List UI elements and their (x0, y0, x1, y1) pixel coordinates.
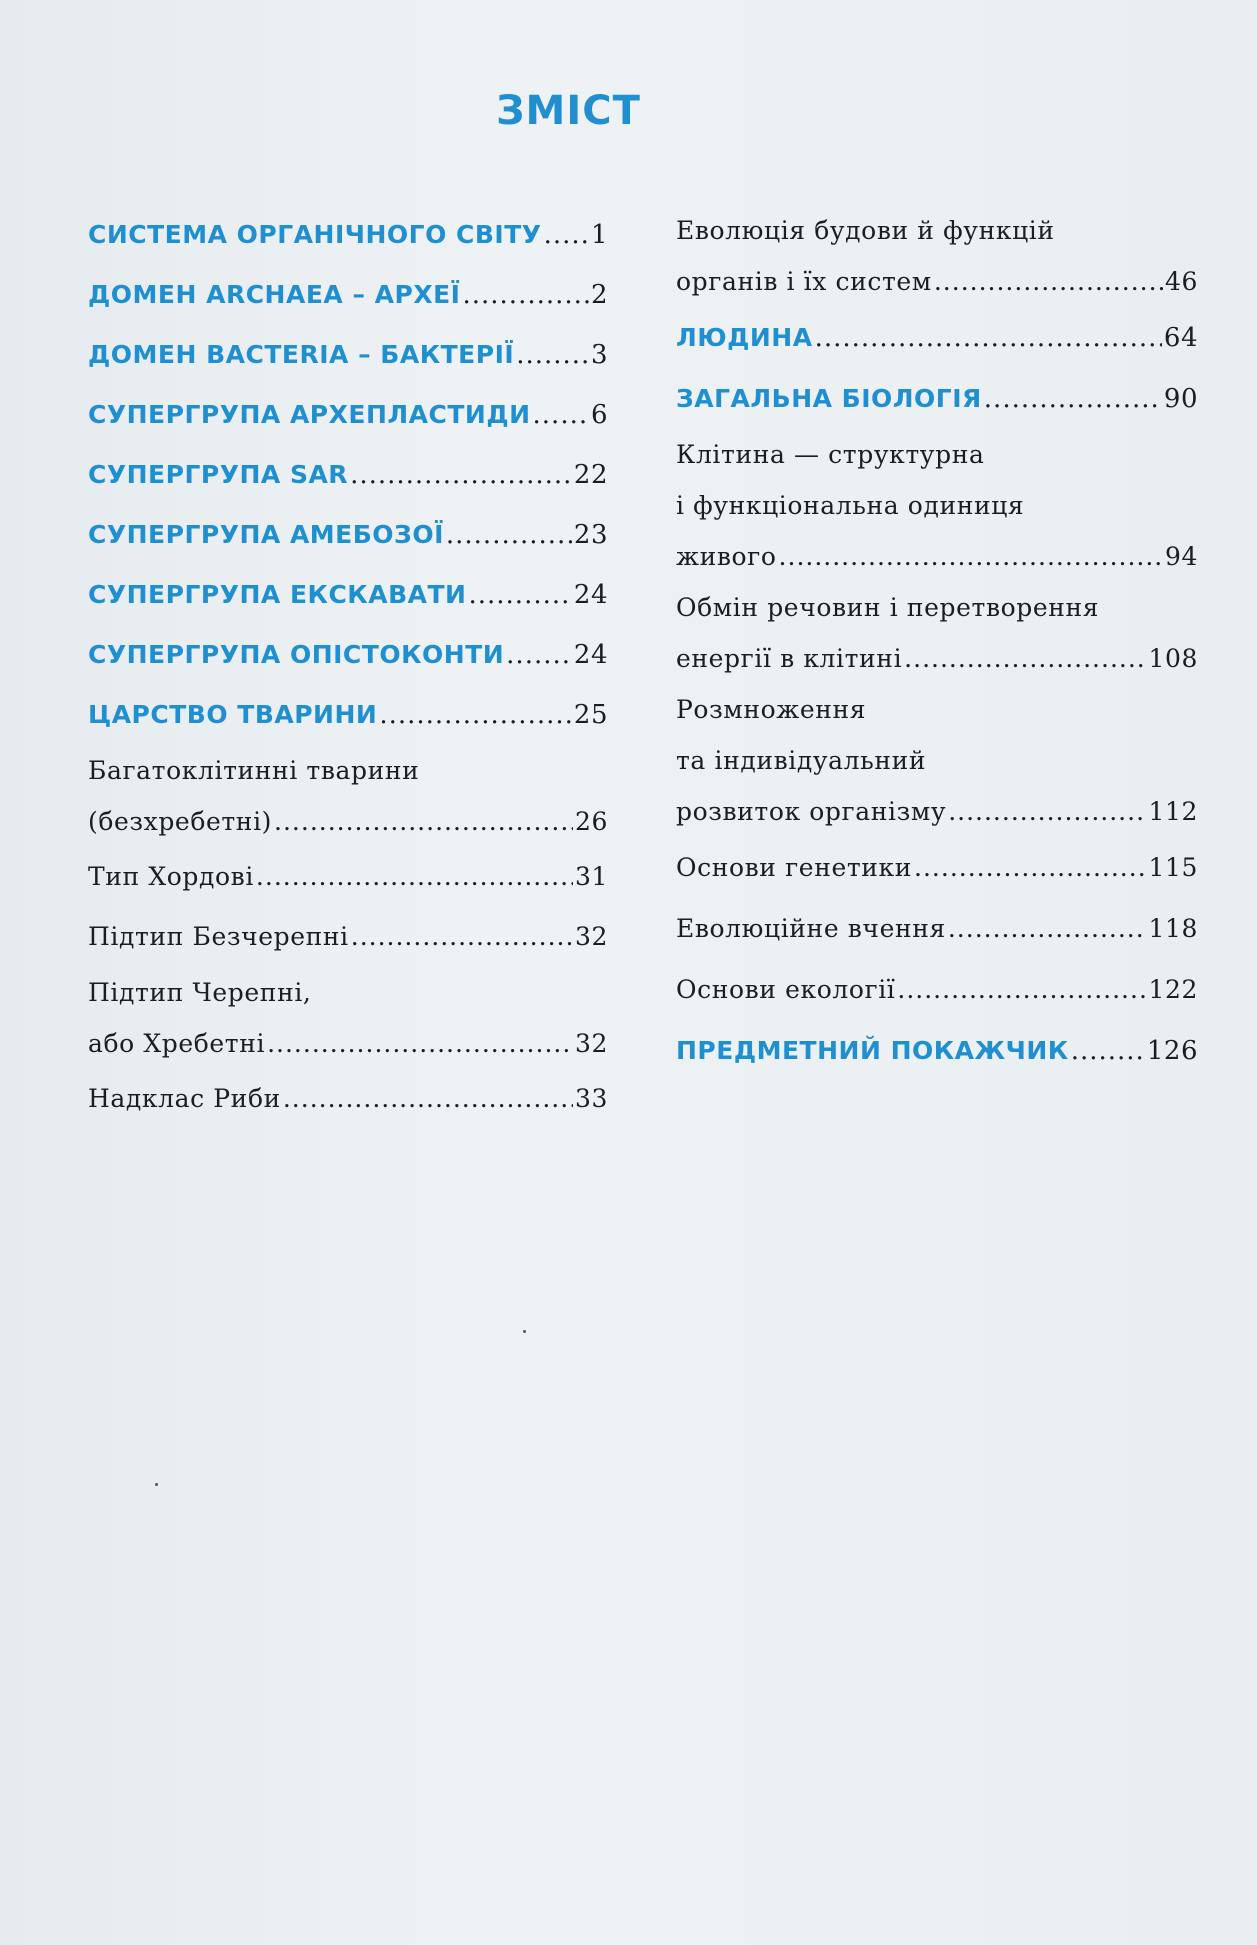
toc-page-number: 22 (573, 460, 608, 490)
toc-entry (88, 967, 608, 1069)
dot-leader (256, 847, 573, 907)
toc-line (676, 1020, 1198, 1081)
dot-leader (948, 786, 1146, 837)
toc-line (676, 633, 1198, 684)
toc-entry (676, 684, 1198, 837)
toc-entry-label: (безхребетні) (88, 807, 273, 836)
toc-line (88, 1018, 608, 1069)
toc-entry-label: СУПЕРГРУПА АРХЕПЛАСТИДИ (88, 400, 531, 429)
toc-line (676, 837, 1198, 898)
toc-section-heading (88, 505, 608, 565)
toc-line (676, 256, 1198, 307)
toc-line (676, 684, 1198, 735)
toc-page-number: 24 (573, 640, 608, 670)
dot-leader (516, 325, 589, 385)
toc-entry-label: Підтип Безчерепні (88, 922, 349, 951)
dot-leader (948, 898, 1147, 959)
toc-entry-label: Підтип Черепні, (88, 978, 312, 1007)
print-speck (523, 1330, 526, 1333)
toc-line (88, 907, 608, 967)
toc-section-heading (676, 307, 1198, 368)
dot-leader (462, 265, 588, 325)
toc-entry-label: Основи генетики (676, 853, 913, 882)
toc-entry-label: ЛЮДИНА (676, 323, 813, 352)
toc-line (88, 1069, 608, 1129)
toc-page-number: 32 (574, 922, 608, 951)
toc-page-number: 3 (590, 340, 608, 370)
toc-entry-label: СУПЕРГРУПА ЕКСКАВАТИ (88, 580, 467, 609)
toc-entry-label: розвиток організму (676, 797, 947, 826)
toc-line (676, 480, 1198, 531)
toc-line (88, 565, 608, 625)
toc-page-number: 24 (573, 580, 608, 610)
dot-leader (446, 505, 572, 565)
toc-section-heading (676, 1020, 1198, 1081)
toc-entry-label: Клітина — структурна (676, 440, 985, 469)
dot-leader (1071, 1021, 1145, 1081)
dot-leader (468, 565, 571, 625)
toc-entry-label: енергії в клітині (676, 644, 903, 673)
toc-page-number: 26 (574, 807, 608, 836)
dot-leader (934, 256, 1163, 307)
toc-page-number: 23 (573, 520, 608, 550)
toc-page-number: 1 (590, 220, 608, 250)
toc-entry-label: ЗАГАЛЬНА БІОЛОГІЯ (676, 384, 982, 413)
toc-line (88, 745, 608, 796)
toc-line (88, 847, 608, 907)
toc-page-number: 94 (1164, 542, 1198, 571)
toc-line (88, 385, 608, 445)
dot-leader (351, 907, 573, 967)
toc-page-number: 2 (590, 280, 608, 310)
toc-line (676, 368, 1198, 429)
toc-section-heading (88, 625, 608, 685)
toc-entry-label: Еволюція будови й функцій (676, 216, 1055, 245)
toc-page-number: 32 (574, 1029, 608, 1058)
toc-entry-label: Багатоклітинні тварини (88, 756, 420, 785)
toc-line (676, 429, 1198, 480)
toc-entry-label: ДОМЕН ARCHAEA – АРХЕЇ (88, 280, 461, 309)
toc-page-number: 115 (1148, 853, 1198, 882)
page-title: ЗМІСТ (496, 88, 641, 134)
toc-entry (88, 1069, 608, 1129)
toc-left-column (88, 205, 608, 1129)
toc-right-column (676, 205, 1198, 1081)
toc-entry-label: живого (676, 542, 777, 571)
dot-leader (267, 1018, 573, 1069)
toc-line (88, 205, 608, 265)
toc-line (676, 735, 1198, 786)
toc-entry (88, 907, 608, 967)
toc-line (88, 685, 608, 745)
toc-entry-label: СУПЕРГРУПА SAR (88, 460, 349, 489)
toc-line (676, 786, 1198, 837)
toc-page-number: 122 (1148, 975, 1198, 1004)
toc-entry (676, 582, 1198, 684)
toc-entry-label: Надклас Риби (88, 1084, 281, 1113)
dot-leader (506, 625, 572, 685)
toc-entry-label: Основи екології (676, 975, 896, 1004)
toc-page-number: 31 (574, 862, 608, 891)
toc-entry (676, 898, 1198, 959)
toc-entry-label: органів і їх систем (676, 267, 932, 296)
toc-section-heading (88, 685, 608, 745)
toc-entry-label: Еволюційне вчення (676, 914, 946, 943)
toc-entry-label: Тип Хордові (88, 862, 254, 891)
dot-leader (274, 796, 573, 847)
toc-page-number: 90 (1163, 384, 1198, 414)
toc-page-number: 112 (1148, 797, 1198, 826)
dot-leader (533, 385, 589, 445)
toc-line (676, 531, 1198, 582)
toc-page-number: 118 (1148, 914, 1198, 943)
dot-leader (283, 1069, 573, 1129)
toc-entry-label: СУПЕРГРУПА ОПІСТОКОНТИ (88, 640, 505, 669)
toc-entry (676, 429, 1198, 582)
toc-entry-label: і функціональна одиниця (676, 491, 1025, 520)
toc-line (88, 505, 608, 565)
toc-line (676, 959, 1198, 1020)
dot-leader (904, 633, 1146, 684)
toc-line (676, 205, 1198, 256)
toc-page-number: 64 (1163, 323, 1198, 353)
toc-line (676, 307, 1198, 368)
toc-page-number: 25 (573, 700, 608, 730)
toc-line (88, 445, 608, 505)
dot-leader (350, 445, 572, 505)
print-speck (155, 1483, 158, 1486)
toc-entry (88, 847, 608, 907)
toc-entry-label: або Хребетні (88, 1029, 266, 1058)
toc-entry (676, 837, 1198, 898)
toc-entry (88, 745, 608, 847)
dot-leader (779, 531, 1163, 582)
toc-line (88, 796, 608, 847)
toc-page-number: 126 (1146, 1036, 1198, 1066)
toc-page-number: 108 (1148, 644, 1198, 673)
toc-entry-label: Розмноження (676, 695, 867, 724)
toc-section-heading (88, 565, 608, 625)
dot-leader (984, 369, 1162, 429)
toc-section-heading (88, 325, 608, 385)
toc-page-number: 6 (590, 400, 608, 430)
toc-entry-label: Обмін речовин і перетворення (676, 593, 1100, 622)
toc-entry-label: ДОМЕН BACTERIA – БАКТЕРІЇ (88, 340, 515, 369)
toc-section-heading (88, 265, 608, 325)
toc-line (676, 582, 1198, 633)
toc-entry (676, 959, 1198, 1020)
dot-leader (815, 308, 1162, 368)
toc-section-heading (676, 368, 1198, 429)
toc-entry-label: ПРЕДМЕТНИЙ ПОКАЖЧИК (676, 1036, 1069, 1065)
toc-section-heading (88, 385, 608, 445)
toc-entry-label: та індивідуальний (676, 746, 927, 775)
toc-entry-label: СУПЕРГРУПА АМЕБОЗОЇ (88, 520, 444, 549)
dot-leader (544, 205, 589, 265)
toc-page-number: 33 (574, 1084, 608, 1113)
toc-entry-label: ЦАРСТВО ТВАРИНИ (88, 700, 378, 729)
toc-line (676, 898, 1198, 959)
dot-leader (897, 959, 1146, 1020)
toc-section-heading (88, 205, 608, 265)
toc-line (88, 265, 608, 325)
toc-line (88, 625, 608, 685)
dot-leader (914, 837, 1146, 898)
toc-entry (676, 205, 1198, 307)
toc-line (88, 967, 608, 1018)
toc-page-number: 46 (1164, 267, 1198, 296)
dot-leader (379, 685, 572, 745)
toc-line (88, 325, 608, 385)
toc-entry-label: СИСТЕМА ОРГАНІЧНОГО СВІТУ (88, 220, 542, 249)
toc-section-heading (88, 445, 608, 505)
